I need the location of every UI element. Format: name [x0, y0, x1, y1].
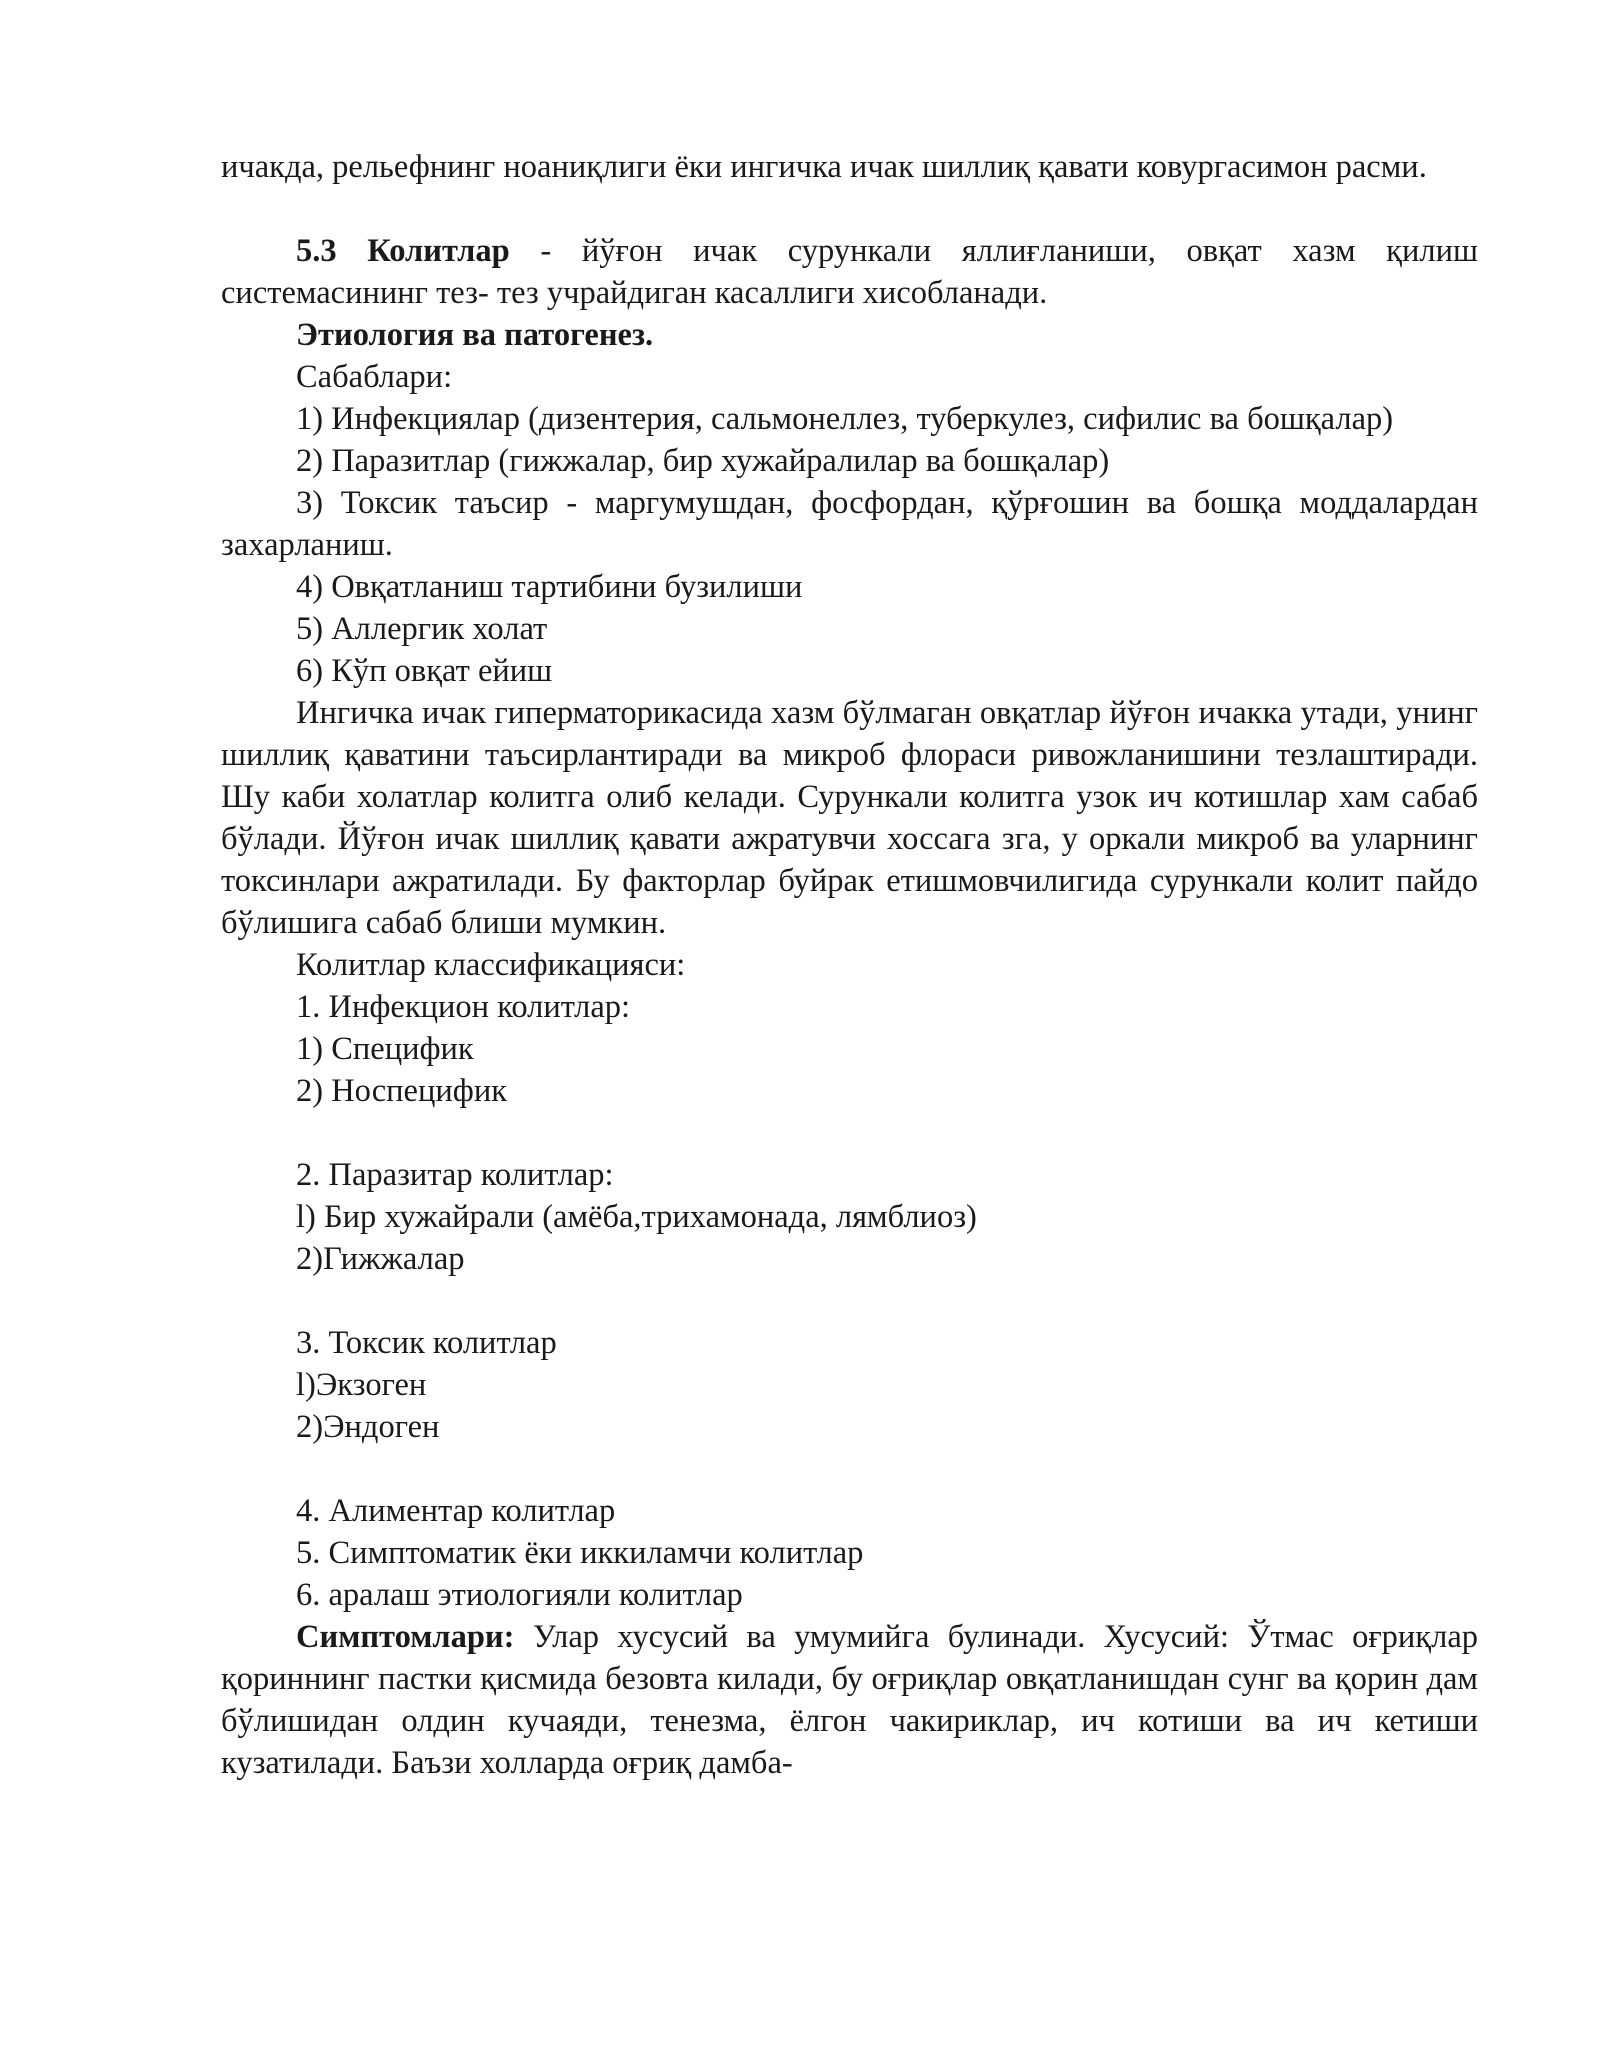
classification-item: 1. Инфекцион колитлар: — [296, 989, 631, 1025]
blank-line — [221, 1280, 1478, 1322]
symptoms-title: Симптомлари: — [296, 1619, 515, 1655]
heading-etiology — [221, 314, 1478, 356]
classification-subitem: 2) Носпецифик — [296, 1073, 507, 1109]
cause-item-5: 5) Аллергик холат — [296, 611, 548, 647]
classification-item: 5. Симптоматик ёки иккиламчи колитлар — [296, 1535, 864, 1571]
classification-item: 6. аралаш этиологияли колитлар — [296, 1577, 743, 1613]
classification-item: 2. Паразитар колитлар: — [296, 1157, 614, 1193]
classification-label: Колитлар классификацияси: — [296, 947, 686, 983]
classification-item: 4. Алиментар колитлар — [296, 1493, 616, 1529]
section-title: 5.3 Колитлар — [296, 233, 510, 269]
blank-line — [221, 188, 1478, 230]
classification-subitem: l) Бир хужайрали (амёба,трихамонада, лямблиоз) — [296, 1199, 977, 1235]
blank-line — [221, 1448, 1478, 1490]
paragraph-continuation: ичакда, рельефнинг ноаниқлиги ёки ингичка ичак шиллиқ қавати ковургасимон расми. — [221, 149, 1427, 185]
blank-line — [221, 1112, 1478, 1154]
classification-subitem: l)Экзоген — [296, 1367, 427, 1403]
paragraph-text: Улар хусусий ва умумийга булинади. Хусусий: Ўтмас оғриқлар қориннинг пастки қисмида безовта килади, бу оғриқлар овқатланишдан сунг ва қорин дам бўлишидан олдин кучаяди, тенезма, ёлгон чакириклар, ич котиши ва ич кетиши кузатилади. Баъзи холларда оғриқ дамба- — [221, 1619, 1478, 1781]
heading-text: Этиология ва патогенез. — [296, 317, 654, 353]
classification-subitem: 2)Эндоген — [296, 1409, 440, 1445]
causes-label: Сабаблари: — [296, 359, 453, 395]
cause-item-2: 2) Паразитлар (гижжалар, бир хужайралилар ва бошқалар) — [296, 443, 1110, 479]
classification-item: 3. Токсик колитлар — [296, 1325, 557, 1361]
document-page — [221, 146, 1478, 1784]
cause-item-3: 3) Токсик таъсир - маргумушдан, фосфордан, қўрғошин ва бошқа моддалардан захарланиш. — [221, 485, 1478, 563]
classification-subitem: 1) Специфик — [296, 1031, 474, 1067]
paragraph-symptoms — [221, 1616, 1478, 1784]
classification-subitem: 2)Гижжалар — [296, 1241, 465, 1277]
paragraph-pathogenesis: Ингичка ичак гиперматорикасида хазм бўлмаган овқатлар йўғон ичакка утади, унинг шиллиқ қаватини таъсирлантиради ва микроб флораси ривожланишини тезлаштиради. Шу каби холатлар колитга олиб келади. Сурункали колитга узок ич котишлар хам сабаб бўлади. Йўғон ичак шиллиқ қавати ажратувчи хоссага зга, у оркали микроб ва уларнинг токсинлари ажратилади. Бу факторлар буйрак етишмовчилигида сурункали колит пайдо бўлишига сабаб блиши мумкин. — [221, 695, 1478, 941]
cause-item-6: 6) Кўп овқат ейиш — [296, 653, 553, 689]
cause-item-1: 1) Инфекциялар (дизентерия, сальмонеллез, туберкулез, сифилис ва бошқалар) — [296, 401, 1394, 437]
paragraph-colitis-definition — [221, 230, 1478, 314]
cause-item-4: 4) Овқатланиш тартибини бузилиши — [296, 569, 803, 605]
paragraph-text: - йўғон ичак сурункали яллиғланиши, овқат хазм қилиш системасининг тез- тез учрайдиган касаллиги хисобланади. — [221, 233, 1478, 311]
